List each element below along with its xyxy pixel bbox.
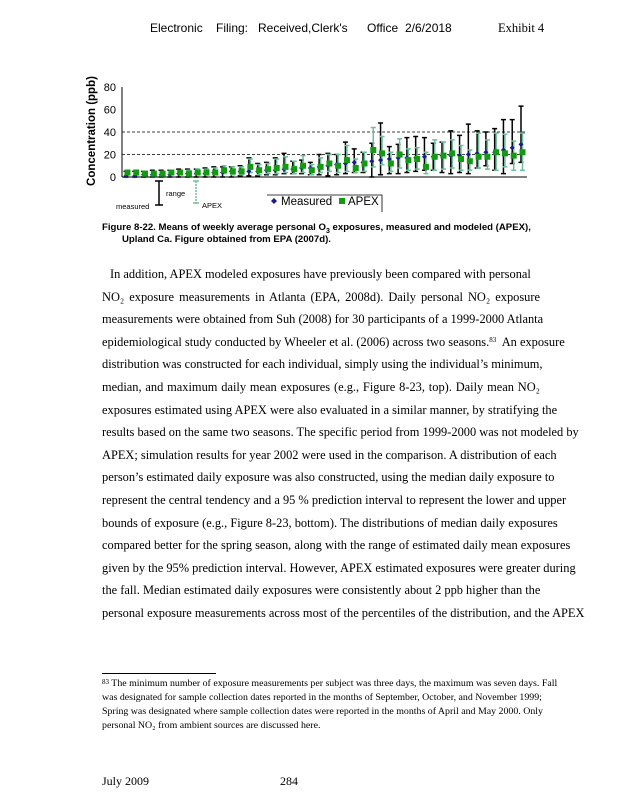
y-tick-label: 20 xyxy=(103,149,116,162)
caption-line1-end: exposures, measured and modeled (APEX), xyxy=(329,222,531,233)
apex-point xyxy=(283,164,289,170)
apex-point xyxy=(370,147,376,153)
key-measured-range-bar xyxy=(155,181,163,205)
apex-point xyxy=(326,161,332,167)
apex-point xyxy=(256,167,262,173)
apex-point xyxy=(520,149,526,155)
body-line: given by the 95% prediction interval. However, APEX estimated exposures were greater during xyxy=(102,560,576,575)
apex-point xyxy=(230,168,236,174)
apex-point xyxy=(186,171,192,177)
body-line: results based on the same two seasons. The specific period from 1999-2000 was not modeled by xyxy=(102,425,579,440)
apex-point xyxy=(142,171,148,177)
apex-point xyxy=(476,154,482,160)
footer-date: July 2009 xyxy=(102,774,150,788)
body-line: measurements were obtained from Suh (2008) for 30 participants of a 1999-2000 Atlanta xyxy=(102,312,544,327)
key-apex-label: APEX xyxy=(202,201,223,210)
apex-point xyxy=(484,154,490,160)
caption-line2: Upland Ca. Figure obtained from EPA (2007d). xyxy=(122,234,331,245)
body-line: bounds of exposure (e.g., Figure 8-23, bottom). The distributions of median daily exposures xyxy=(102,515,558,530)
apex-point xyxy=(362,161,368,167)
key-apex-range-bar xyxy=(193,181,199,203)
body-line: compared better for the spring season, along with the range of estimated daily mean exposures xyxy=(102,538,571,553)
footnote-line: Spring was designated where sample collection dates were reported in the months of April and May 2000. Only xyxy=(102,706,543,717)
apex-point xyxy=(204,170,210,176)
apex-point xyxy=(335,163,341,169)
range-key xyxy=(116,181,222,211)
y-tick-label: 40 xyxy=(103,127,116,139)
body-line: represent the central tendency and a 95 % prediction interval to represent the lower and upper xyxy=(102,493,567,507)
header-office: Office xyxy=(367,21,399,35)
footnote-marker: 83 xyxy=(102,678,109,686)
apex-point xyxy=(195,170,201,176)
apex-point xyxy=(388,161,394,167)
header-received: Received,Clerk's xyxy=(258,21,348,35)
apex-point xyxy=(511,153,517,159)
body-line: personal exposure measurements across most of the percentiles of the distribution, and the APEX xyxy=(102,606,585,620)
apex-point xyxy=(265,166,271,172)
legend-apex-label: APEX xyxy=(348,196,379,208)
apex-point xyxy=(151,171,157,177)
apex-point xyxy=(168,170,174,176)
apex-point xyxy=(414,156,420,162)
header-electronic: Electronic xyxy=(150,21,203,35)
apex-point xyxy=(502,150,508,156)
body-line: exposures estimated using APEX were also evaluated in a similar manner, by stratifying the xyxy=(102,402,558,417)
apex-point xyxy=(125,170,131,176)
legend-measured-label: Measured xyxy=(281,196,333,208)
apex-point xyxy=(379,150,385,156)
apex-point xyxy=(300,163,306,169)
apex-point xyxy=(291,166,297,172)
body-line: NO₂ exposure measurements in Atlanta (EPA, 2008d). Daily personal NO₂ exposure xyxy=(102,289,540,304)
body-line: person’s estimated daily exposure was also constructed, using the median daily exposure to xyxy=(102,470,555,485)
apex-point xyxy=(432,154,438,160)
apex-point xyxy=(177,170,183,176)
apex-point xyxy=(309,167,315,173)
header-filing: Filing: xyxy=(216,21,249,35)
footnote-rule xyxy=(102,673,216,674)
chart-legend xyxy=(267,195,382,212)
legend-measured-marker xyxy=(271,198,277,204)
apex-point xyxy=(133,170,139,176)
apex-point xyxy=(247,164,253,170)
apex-point xyxy=(423,164,429,170)
apex-point xyxy=(353,165,359,171)
apex-point xyxy=(160,171,166,177)
apex-point xyxy=(441,153,447,159)
footnote-line: The minimum number of exposure measurements per subject was three days, the maximum was seven days. Fall xyxy=(109,678,558,689)
apex-point xyxy=(318,164,324,170)
apex-point xyxy=(221,167,227,173)
apex-point xyxy=(212,170,218,176)
apex-point xyxy=(239,168,245,174)
apex-point xyxy=(397,152,403,158)
key-range-label: range xyxy=(166,189,186,198)
y-axis-label: Concentration (ppb) xyxy=(86,76,98,186)
body-line: In addition, APEX modeled exposures have previously been compared with personal xyxy=(110,267,531,281)
caption-line1: Figure 8-22. Means of weekly average personal O xyxy=(102,222,326,233)
legend-apex-marker xyxy=(339,198,345,204)
body-line: the fall. Median estimated daily exposures were consistently about 2 ppb higher than the xyxy=(102,583,541,598)
body-line: APEX; simulation results for year 2002 were used in the comparison. A distribution of each xyxy=(102,447,557,462)
body-line: distribution was constructed for each individual, simply using the individual’s minimum, xyxy=(102,357,543,372)
body-line xyxy=(102,334,565,357)
page-number: 284 xyxy=(280,774,298,788)
body-line-text: epidemiological study conducted by Wheeler et al. (2006) across two seasons. xyxy=(102,334,490,349)
apex-point xyxy=(274,165,280,171)
y-tick-label: 0 xyxy=(109,172,116,184)
apex-point xyxy=(405,157,411,163)
y-tick-label: 60 xyxy=(103,104,116,117)
body-line-text: An exposure xyxy=(496,334,565,349)
exposure-chart xyxy=(0,0,618,220)
footnote-line: personal NO₂ from ambient sources are discussed here. xyxy=(102,720,321,731)
apex-point xyxy=(458,156,464,162)
body-line: median, and maximum daily mean exposures (e.g., Figure 8-23, top). Daily mean NO₂ xyxy=(102,380,540,394)
apex-point xyxy=(344,157,350,163)
header-exhibit: Exhibit 4 xyxy=(498,21,545,35)
caption-subscript: 3 xyxy=(325,227,330,235)
key-measured-label: measured xyxy=(116,202,150,211)
apex-point xyxy=(467,158,473,164)
footnote-line: was designated for sample collection dates reported in the months of September, October, and November 1999; xyxy=(102,692,542,703)
apex-point xyxy=(449,150,455,156)
apex-point xyxy=(493,149,499,155)
footnote-ref: 83 xyxy=(489,335,497,344)
header-date: 2/6/2018 xyxy=(405,21,452,35)
y-tick-label: 80 xyxy=(103,82,116,94)
